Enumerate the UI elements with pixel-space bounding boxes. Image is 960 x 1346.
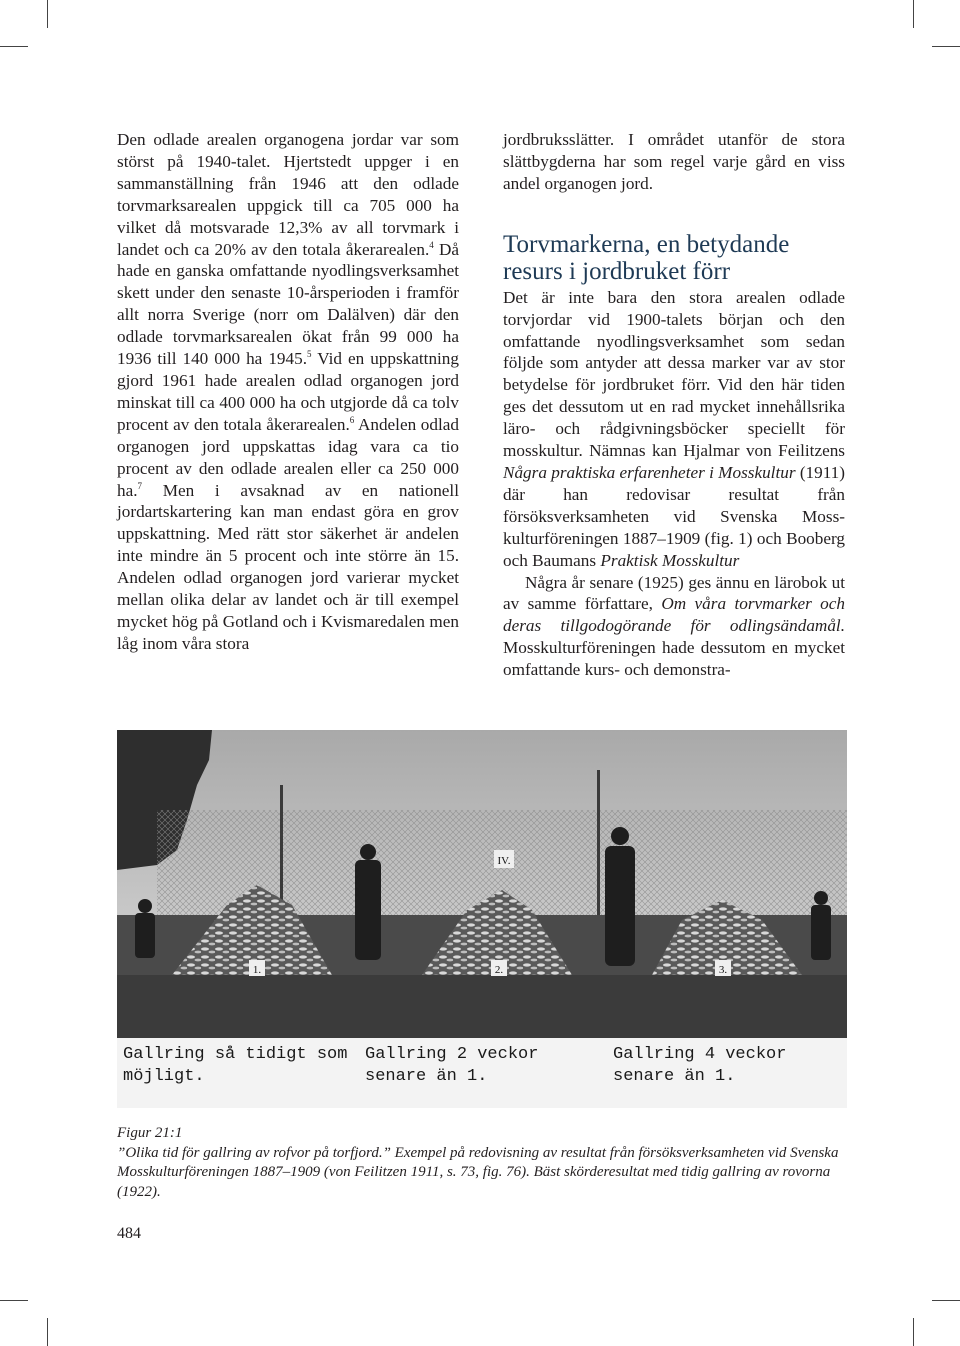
figure-caption	[117, 1124, 849, 1202]
photo-caption-1: Gallring så tidigt som möjligt.	[123, 1045, 348, 1086]
crop-mark	[0, 1300, 28, 1301]
photo-caption-3: Gallring 4 veckor senare än 1.	[613, 1045, 787, 1086]
crop-mark	[913, 1318, 914, 1346]
heap-label: 2.	[494, 964, 504, 976]
photo-caption-2: Gallring 2 veckor senare än 1.	[365, 1045, 539, 1086]
page-number: 484	[117, 1225, 141, 1242]
crop-mark	[913, 0, 914, 28]
body-paragraph: Några år senare (1925) ges ännu en lärobok ut av samme författare, Om våra torvmarker och deras tillgodogörande för odlingsändamål. Mosskulturföreningen hade dessutom en mycket omfattande kurs- och demonstra-	[503, 572, 845, 680]
heap-label: 1.	[252, 964, 262, 976]
crop-mark	[932, 46, 960, 47]
figure-photo	[117, 730, 847, 1108]
crop-mark	[932, 1300, 960, 1301]
body-paragraph: jordbruksslätter. I området utanför de stora slättbygderna har som regel varje gård en viss andel organogen jord.	[503, 130, 845, 193]
right-column	[503, 129, 845, 681]
body-paragraph: Det är inte bara den stora arealen odlade torvjordar vid 1900-talets början och den omfattande nyodlingsverksamhet som sedan följde som antyder att dessa marker var av stor betydelse för jordbruket förr. Vid den här tiden ges det dessutom ut en rad mycket innehållsrika läro- och rådgivningsböcker speciellt för mosskultur. Nämnas kan Hjalmar von Feilitzens Några praktiska erfarenheter i Mosskultur (1911) där han redovisar resultat från försöksverksamheten vid Svenska Mosskulturföreningen 1887–1909 (fig. 1) och Booberg och Baumans Praktisk Mosskultur	[503, 287, 846, 570]
crop-mark	[47, 0, 48, 28]
crop-mark	[0, 46, 28, 47]
left-column	[117, 129, 459, 655]
body-paragraph: Den odlade arealen organogena jordar var som störst på 1940-talet. Hjertstedt uppger i en sammanställning från 1946 att den odlade torvmarksarealen uppgick till ca 705 000 ha vilket då motsvarade 12,3% av all torvmark i landet och ca 20% av den totala åkerarealen.$^4$ Då hade en ganska omfattande nyodlingsverksamhet skett under den senaste 10-årsperioden i framför allt norra Sverige (norr om Dalälven) där den odlade torvmarksarealen ökat från 99 000 ha 1936 till 140 000 ha 1945.$^5$ Vid en uppskattning gjord 1961 hade arealen odlad organogen jord minskat till ca 400 000 ha och utgjorde då ca tolv procent av den totala åkerarealen.$^6$ Andelen odlad organogen jord uppskattas idag vara ca tio procent av den odlade arealen eller ca 250 000 ha.$^7$ Men i avsaknad av en nationell jordartskartering kan man endast göra en grov uppskattning. Med rätt stor säkerhet är andelen inte mindre än 5 procent och inte större än 15. Andelen odlad organogen jord varierar mycket mellan olika delar av landet och är till exempel mycket hög på Gotland och i Kvismaredalen men låg inom våra stora	[117, 130, 459, 653]
photo-pole	[597, 770, 600, 940]
footnote-ref[interactable]: 5	[307, 349, 312, 360]
figure-label: Figur 21:1	[117, 1125, 183, 1141]
section-heading: Torvmarkerna, en betydande resurs i jordbruket förr	[503, 230, 790, 285]
heap-label: 3.	[718, 964, 728, 976]
crop-mark	[47, 1318, 48, 1346]
footnote-ref[interactable]: 6	[349, 414, 355, 425]
figure-caption-text: ”Olika tid för gallring av rofvor på torfjord.” Exempel på redovisning av resultat från försöksverksamheten vid Svenska Mosskulturföreningen 1887–1909 (von Feilitzen 1911, s. 73, fig. 76). Bäst skörderesultat med tidig gallring av rovorna (1922).	[117, 1144, 839, 1200]
sign-label: IV.	[497, 855, 511, 867]
photo-person	[355, 844, 381, 960]
photo-caption-strip	[117, 1044, 847, 1108]
footnote-ref[interactable]: 7	[137, 480, 143, 491]
footnote-ref[interactable]: 4	[429, 239, 434, 250]
photo-person	[605, 827, 635, 966]
